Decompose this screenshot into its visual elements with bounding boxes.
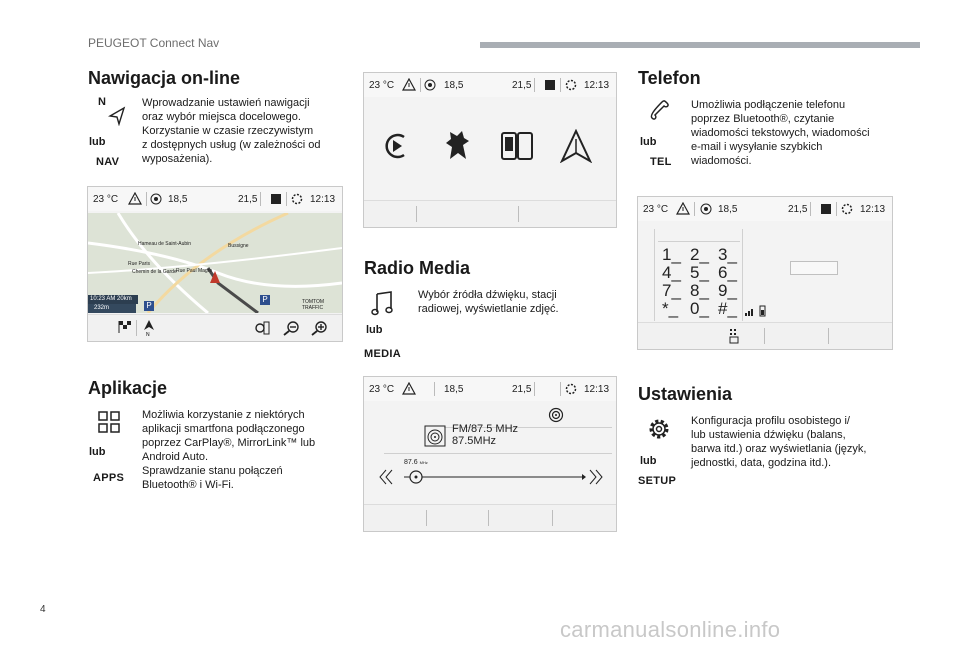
status-bar: 23 °C 18,5 21,5 12:13 bbox=[364, 377, 616, 401]
phone-screen bbox=[637, 196, 893, 350]
radio-toolbar bbox=[364, 504, 616, 531]
key-6[interactable]: 6_ bbox=[718, 263, 737, 282]
nav-screen bbox=[87, 186, 343, 342]
signal-battery-icon bbox=[744, 303, 768, 317]
home-screen bbox=[363, 72, 617, 228]
nav-description: Wprowadzanie ustawień nawigacji oraz wybór miejsca docelowego. Korzystanie w czasie rzeczywistym z dostępnych usług (w zależności od wyposażenia). bbox=[142, 97, 321, 165]
carplay-icon[interactable] bbox=[382, 131, 412, 161]
key-8[interactable]: 8_ bbox=[690, 281, 709, 300]
dialpad-icon[interactable] bbox=[728, 328, 740, 344]
key-0[interactable]: 0_ bbox=[690, 299, 709, 318]
key-4[interactable]: 4_ bbox=[662, 263, 681, 282]
location-icon bbox=[150, 193, 162, 205]
sd-card-icon bbox=[270, 193, 282, 205]
status-bar: 23 °C 18,5 21,5 12:13 bbox=[364, 73, 616, 97]
parking-icon: P bbox=[144, 301, 154, 311]
apps-description: Możliwia korzystanie z niektórych aplikacji smartfona podłączonego poprzez CarPlay®, MirrorLink™ lub Android Auto. Sprawdzanie stanu połączeń Bluetooth® i Wi-Fi. bbox=[142, 409, 316, 491]
key-star[interactable]: *_ bbox=[662, 299, 679, 318]
sd-card-icon bbox=[820, 203, 832, 215]
map-view[interactable]: Hameau de Saint-Aubin Bussigne Rue Paris Rue Paul Magre Chemin de la Garde 10:23 AM 20km 232m P P TOMTOM TRAFFIC bbox=[88, 213, 342, 313]
checkered-flag-icon[interactable] bbox=[118, 320, 132, 334]
home-toolbar bbox=[364, 200, 616, 227]
nav-lub: lub bbox=[89, 136, 106, 148]
key-7[interactable]: 7_ bbox=[662, 281, 681, 300]
watermark: carmanualsonline.info bbox=[560, 617, 781, 642]
music-note-icon bbox=[371, 290, 395, 316]
settings-status-icon bbox=[564, 382, 578, 396]
header-bar bbox=[480, 42, 920, 48]
nav-key: NAV bbox=[96, 156, 120, 168]
android-auto-icon[interactable] bbox=[560, 129, 592, 163]
section-title-nav: Nawigacja on-line bbox=[88, 68, 241, 88]
gear-icon bbox=[646, 416, 672, 442]
section-title-apps: Aplikacje bbox=[88, 378, 168, 398]
settings-key: SETUP bbox=[638, 475, 677, 487]
map-time-overlay: 10:23 AM 20km bbox=[88, 295, 138, 304]
key-hash[interactable]: #_ bbox=[718, 299, 737, 318]
location-icon bbox=[424, 79, 436, 91]
station-name: FM/87.5 MHz bbox=[452, 423, 519, 435]
key-9[interactable]: 9_ bbox=[718, 281, 737, 300]
peugeot-lion-icon[interactable] bbox=[442, 129, 472, 163]
key-2[interactable]: 2_ bbox=[690, 245, 709, 264]
sd-card-icon bbox=[544, 79, 556, 91]
frequency-value: 87.6 MHz bbox=[404, 459, 428, 466]
frequency-slider[interactable] bbox=[378, 467, 604, 487]
zoom-in-icon[interactable] bbox=[310, 320, 328, 336]
section-title-settings: Ustawienia bbox=[638, 384, 733, 404]
section-title-phone: Telefon bbox=[638, 68, 701, 88]
zoom-out-icon[interactable] bbox=[282, 320, 300, 336]
nav-key-n: N bbox=[98, 96, 107, 108]
phone-description: Umożliwia podłączenie telefonu poprzez Bluetooth®, czytanie wiadomości tekstowych, wiadomości e-mail i wysyłanie szybkich wiadomości. bbox=[691, 99, 870, 167]
status-bar: 23 °C 18,5 21,5 12:13 bbox=[638, 197, 892, 221]
nav-toolbar bbox=[88, 314, 342, 341]
warning-icon bbox=[676, 202, 690, 215]
warning-icon bbox=[402, 382, 416, 395]
apps-key: APPS bbox=[93, 472, 125, 484]
phone-toolbar bbox=[638, 322, 892, 349]
warning-icon bbox=[402, 78, 416, 91]
svg-text:N: N bbox=[146, 332, 150, 337]
running-header: PEUGEOT Connect Nav bbox=[88, 36, 220, 50]
map-settings-icon[interactable] bbox=[254, 320, 270, 336]
navigation-arrow-icon bbox=[108, 106, 126, 126]
station-frequency: 87.5MHz bbox=[452, 435, 497, 447]
settings-status-icon bbox=[840, 202, 854, 216]
radio-description: Wybór źródła dźwięku, stacji radiowej, wyświetlanie zdjęć. bbox=[418, 289, 559, 315]
radio-screen bbox=[363, 376, 617, 532]
section-title-radio: Radio Media bbox=[364, 258, 471, 278]
north-arrow-icon[interactable] bbox=[142, 319, 156, 337]
station-logo-icon bbox=[424, 425, 446, 447]
page-number: 4 bbox=[40, 604, 46, 615]
number-display-field[interactable] bbox=[790, 261, 838, 275]
phone-lub: lub bbox=[640, 136, 657, 148]
location-icon bbox=[700, 203, 712, 215]
map-distance-overlay: 232m bbox=[88, 304, 136, 313]
key-5[interactable]: 5_ bbox=[690, 263, 709, 282]
settings-status-icon bbox=[564, 78, 578, 92]
tomtom-traffic-label: TOMTOM TRAFFIC bbox=[302, 299, 325, 311]
radio-wave-icon[interactable] bbox=[548, 407, 564, 423]
phone-key: TEL bbox=[650, 156, 672, 168]
mirrorlink-icon[interactable] bbox=[500, 131, 534, 161]
apps-lub: lub bbox=[89, 446, 106, 458]
phone-handset-icon bbox=[648, 100, 672, 124]
parking-icon-2: P bbox=[260, 295, 270, 305]
status-bar: 23 °C 18,5 21,5 12:13 bbox=[88, 187, 342, 211]
apps-grid-icon bbox=[98, 411, 120, 433]
key-3[interactable]: 3_ bbox=[718, 245, 737, 264]
key-1[interactable]: 1_ bbox=[662, 245, 681, 264]
settings-description: Konfiguracja profilu osobistego i/ lub ustawienia dźwięku (balans, barwa itd.) oraz wyświetlania (język, jednostki, data, godzina itd.). bbox=[691, 415, 867, 469]
radio-lub: lub bbox=[366, 324, 383, 336]
radio-key: MEDIA bbox=[364, 348, 401, 360]
warning-icon bbox=[128, 192, 142, 205]
settings-lub: lub bbox=[640, 455, 657, 467]
settings-status-icon bbox=[290, 192, 304, 206]
